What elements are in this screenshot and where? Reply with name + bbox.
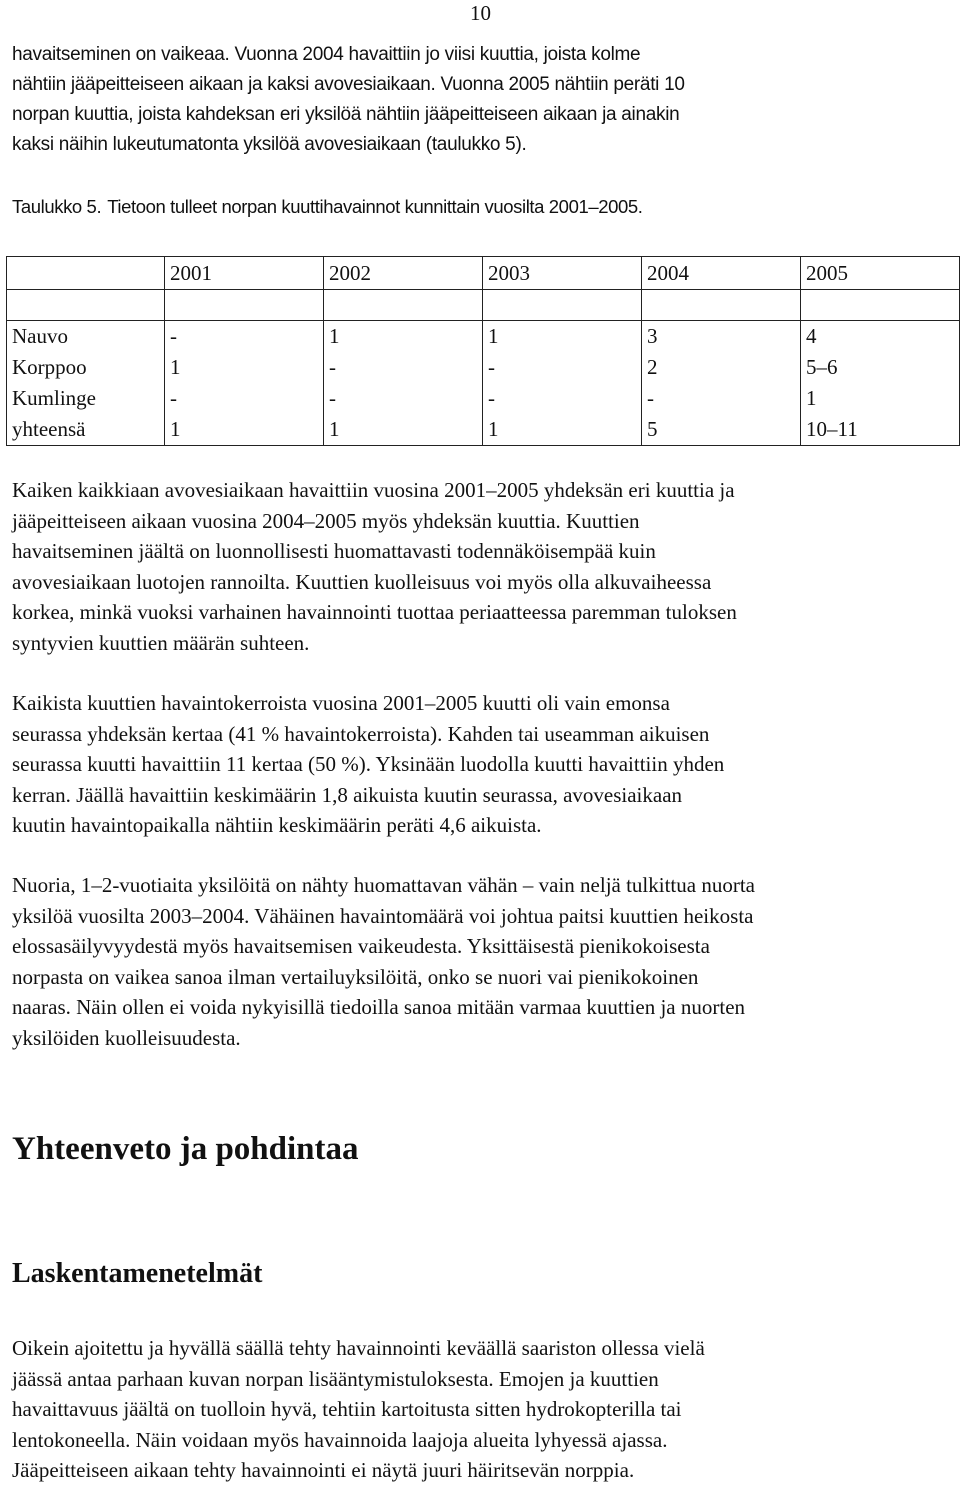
table-cell: 1 xyxy=(165,352,324,383)
table-cell: - xyxy=(165,383,324,414)
table-cell: 1 xyxy=(324,321,483,353)
table-cell: 10–11 xyxy=(801,414,960,446)
text-line: norpasta on vaikea sanoa ilman vertailuyksilöitä, onko se nuori vai pienikokoinen xyxy=(12,964,699,989)
header-cell: 2005 xyxy=(801,257,960,290)
text-line: avovesiaikaan luotojen rannoilta. Kuuttien kuolleisuus voi myös olla alkuvaiheessa xyxy=(12,569,712,594)
table-cell: - xyxy=(165,321,324,353)
section-heading: Yhteenveto ja pohdintaa xyxy=(12,1131,359,1167)
header-cell: 2002 xyxy=(324,257,483,290)
table-cell: - xyxy=(642,383,801,414)
table-header-row xyxy=(7,257,960,290)
table-cell: Kumlinge xyxy=(7,383,165,414)
table-cell: 1 xyxy=(165,414,324,446)
text-line: kerran. Jäällä havaittiin keskimäärin 1,8 aikuista kuutin seurassa, avovesiaikaan xyxy=(12,782,683,807)
text-line: seurassa yhdeksän kertaa (41 % havaintokerroista). Kahden tai useamman aikuisen xyxy=(12,721,710,746)
paragraph-1 xyxy=(12,475,957,659)
table-cell: 4 xyxy=(801,321,960,353)
header-cell xyxy=(7,257,165,290)
text-line: havaitseminen on vaikeaa. Vuonna 2004 havaittiin jo viisi kuuttia, joista kolme xyxy=(12,44,641,65)
text-line: nähtiin jääpeitteiseen aikaan ja kaksi avovesiaikaan. Vuonna 2005 nähtiin peräti 10 xyxy=(12,74,685,95)
kuutti-table xyxy=(6,256,960,446)
table-spacer-row xyxy=(7,290,960,321)
text-line: korkea, minkä vuoksi varhainen havainnointi tuottaa periaatteessa paremman tuloksen xyxy=(12,600,737,625)
text-line: elossasäilyvyydestä myös havaitsemisen vaikeudesta. Yksittäisestä pienikokoisesta xyxy=(12,934,710,959)
table-cell: - xyxy=(324,383,483,414)
table-cell: yhteensä xyxy=(7,414,165,446)
table-cell: 1 xyxy=(483,414,642,446)
text-line: havaittavuus jäältä on tuolloin hyvä, tehtiin kartoitusta sitten hydrokopterilla tai xyxy=(12,1397,682,1422)
text-line: havaitseminen jäältä on luonnollisesti huomattavasti todennäköisempää kuin xyxy=(12,539,656,564)
header-cell: 2003 xyxy=(483,257,642,290)
text-line: jäässä antaa parhaan kuvan norpan lisääntymistuloksesta. Emojen ja kuuttien xyxy=(12,1366,659,1391)
text-line: kuutin havaintopaikalla nähtiin keskimäärin peräti 4,6 aikuista. xyxy=(12,813,542,838)
text-line: norpan kuuttia, joista kahdeksan eri yksilöä nähtiin jääpeitteiseen aikaan ja ainakin xyxy=(12,104,680,125)
table-cell: - xyxy=(483,383,642,414)
text-line: Jääpeitteiseen aikaan tehty havainnointi ei näytä juuri häiritsevän norppia. xyxy=(12,1458,635,1483)
paragraph-4 xyxy=(12,1333,957,1486)
subsection-heading: Laskentamenetelmät xyxy=(12,1258,263,1289)
table-cell: 2 xyxy=(642,352,801,383)
text-line: kaksi näihin lukeutumatonta yksilöä avovesiaikaan (taulukko 5). xyxy=(12,134,527,155)
text-line: Kaiken kaikkiaan avovesiaikaan havaittiin vuosina 2001–2005 yhdeksän eri kuuttia ja xyxy=(12,478,735,502)
page-number: 10 xyxy=(470,1,491,25)
header-cell: 2001 xyxy=(165,257,324,290)
table-row xyxy=(7,383,960,414)
text-line: seurassa kuutti havaittiin 11 kertaa (50 %). Yksinään luodolla kuutti havaittiin yhden xyxy=(12,752,725,777)
text-line: lentokoneella. Näin voidaan myös havainnoida laajoja alueita lyhyessä ajassa. xyxy=(12,1427,668,1452)
text-line: syntyvien kuuttien määrän suhteen. xyxy=(12,630,310,655)
table-row xyxy=(7,321,960,353)
table-cell: 5 xyxy=(642,414,801,446)
table-cell: Nauvo xyxy=(7,321,165,353)
text-line: jääpeitteiseen aikaan vuosina 2004–2005 myös yhdeksän kuuttia. Kuuttien xyxy=(12,508,640,533)
table-caption-label: Taulukko 5. xyxy=(12,196,102,217)
table-cell: - xyxy=(483,352,642,383)
table-cell: 1 xyxy=(324,414,483,446)
paragraph-2 xyxy=(12,688,957,841)
table-caption xyxy=(12,194,643,220)
text-line: Nuoria, 1–2-vuotiaita yksilöitä on nähty huomattavan vähän – vain neljä tulkittua nuorta xyxy=(12,873,755,897)
table-cell: 1 xyxy=(801,383,960,414)
table-cell: 5–6 xyxy=(801,352,960,383)
table-row xyxy=(7,414,960,446)
text-line: Kaikista kuuttien havaintokerroista vuosina 2001–2005 kuutti oli vain emonsa xyxy=(12,691,670,715)
paragraph-3 xyxy=(12,870,957,1054)
table-cell: - xyxy=(324,352,483,383)
table-cell: 3 xyxy=(642,321,801,353)
table-cell: 1 xyxy=(483,321,642,353)
table-cell: Korppoo xyxy=(7,352,165,383)
intro-paragraph xyxy=(12,40,957,160)
text-line: Oikein ajoitettu ja hyvällä säällä tehty havainnointi keväällä saariston ollessa vielä xyxy=(12,1336,705,1360)
table-row xyxy=(7,352,960,383)
text-line: naaras. Näin ollen ei voida nykyisillä tiedoilla sanoa mitään varmaa kuuttien ja nuorten xyxy=(12,995,746,1020)
text-line: yksilöä vuosilta 2003–2004. Vähäinen havaintomäärä voi johtua paitsi kuuttien heikosta xyxy=(12,903,754,928)
text-line: yksilöiden kuolleisuudesta. xyxy=(12,1025,241,1050)
header-cell: 2004 xyxy=(642,257,801,290)
table-caption-text: Tietoon tulleet norpan kuuttihavainnot kunnittain vuosilta 2001–2005. xyxy=(107,196,643,217)
